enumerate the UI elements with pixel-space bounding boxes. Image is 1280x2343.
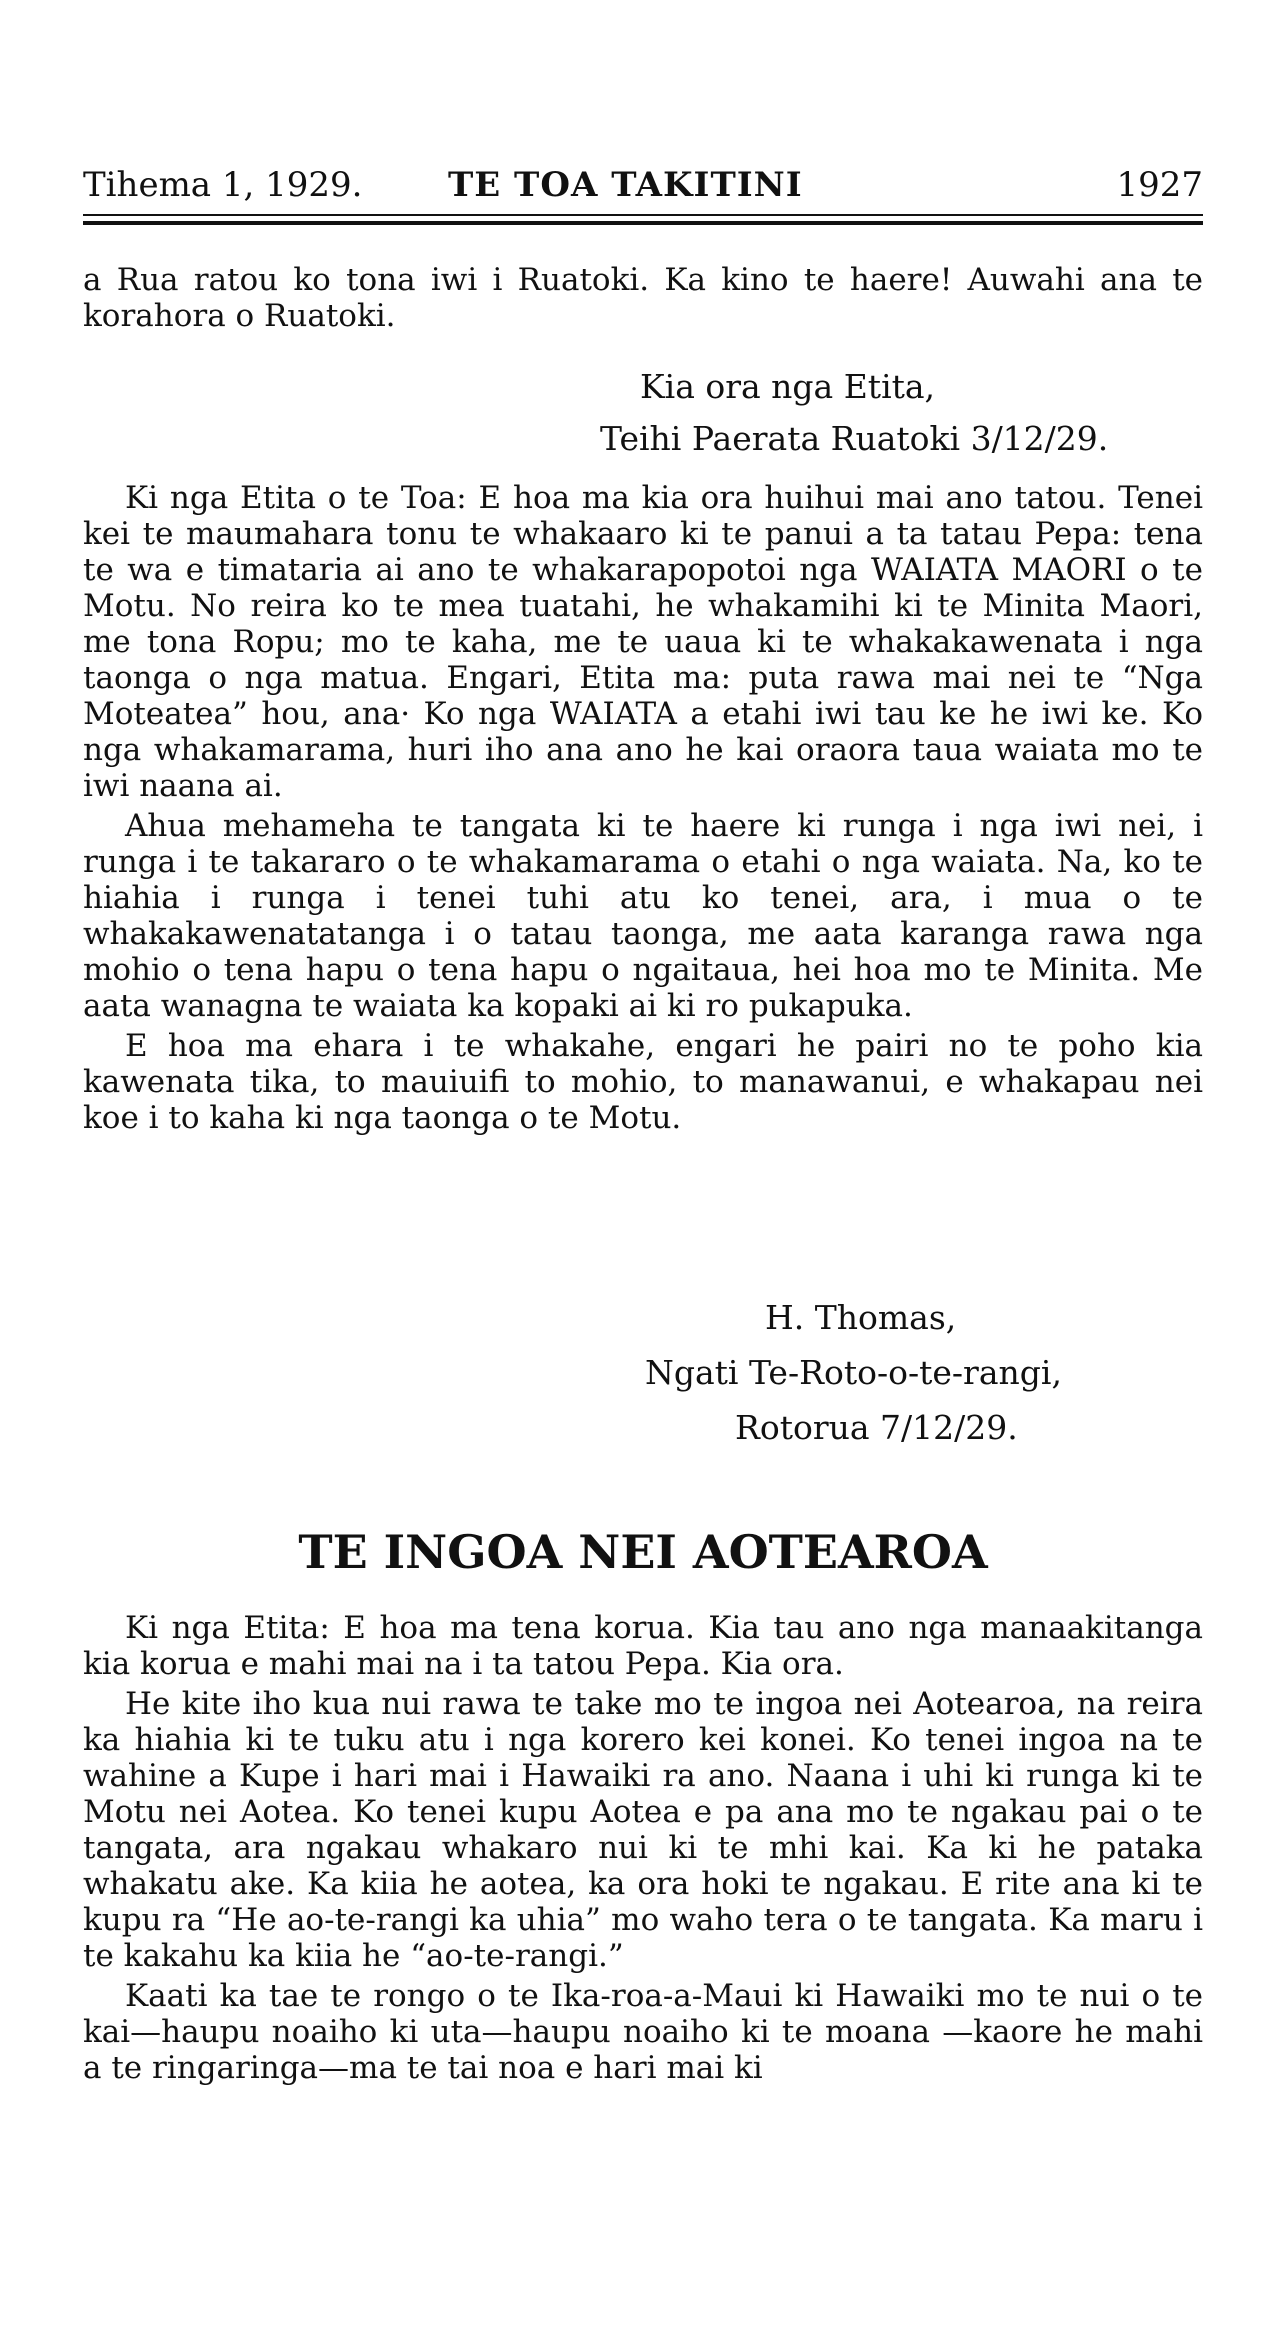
- letter1-signature: Teihi Paerata Ruatoki 3/12/29.: [600, 419, 1109, 458]
- letter2-signature-name: H. Thomas,: [765, 1298, 957, 1337]
- header-date: Tihema 1, 1929.: [83, 165, 363, 205]
- letter1-closing: [83, 262, 1203, 334]
- article-paragraph: Kaati ka tae te rongo o te Ika-roa-a-Maui ki Hawaiki mo te nui o te kai—haupu noaiho ki uta—haupu noaiho ki te moana —kaore he mahi a te ringaringa—ma te tai noa e hari mai ki: [83, 1978, 1203, 2086]
- header-title: TE TOA TAKITINI: [448, 165, 803, 205]
- letter2-signature-tribe: Ngati Te-Roto-o-te-rangi,: [645, 1353, 1062, 1392]
- header-rule-thick: [83, 221, 1203, 225]
- header-rule-thin: [83, 214, 1203, 216]
- article-heading: TE INGOA NEI AOTEAROA: [298, 1525, 988, 1579]
- article-paragraph: Ki nga Etita: E hoa ma tena korua. Kia tau ano nga manaakitanga kia korua e mahi mai na i ta tatou Pepa. Kia ora.: [83, 1610, 1203, 1682]
- letter2-signature-block: [645, 1290, 1062, 1455]
- running-header: [83, 160, 1203, 210]
- article-paragraph: He kite iho kua nui rawa te take mo te ingoa nei Aotearoa, na reira ka hiahia ki te tuku atu i nga korero kei konei. Ko tenei ingoa na te wahine a Kupe i hari mai i Hawaiki ra ano. Naana i uhi ki runga ki te Motu nei Aotea. Ko tenei kupu Aotea e pa ana mo te ngakau pai o te tangata, ara ngakau whakaro nui ki te mhi kai. Ka ki he pataka whakatu ake. Ka kiia he aotea, ka ora hoki te ngakau. E rite ana ki te kupu ra “He ao-te-rangi ka uhia” mo waho tera o te tangata. Ka maru i te kakahu ka kiia he “ao-te-rangi.”: [83, 1686, 1203, 1974]
- letter1-signature-block: [600, 361, 1109, 465]
- letter1-closing-lines: a Rua ratou ko tona iwi i Ruatoki. Ka kino te haere! Auwahi ana te korahora o Ruatoki.: [83, 262, 1203, 334]
- letter2-paragraph: E hoa ma ehara i te whakahe, engari he pairi no te poho kia kawenata tika, to mauiuifi to mohio, to manawanui, e whakapau nei koe i to kaha ki nga taonga o te Motu.: [83, 1028, 1203, 1136]
- article-body: [83, 1610, 1203, 2086]
- letter2-paragraph: Ahua mehameha te tangata ki te haere ki runga i nga iwi nei, i runga i te takararo o te whakamarama o etahi o nga waiata. Na, ko te hiahia i runga i tenei tuhi atu ko tenei, ara, i mua o te whakakawenatatanga i o tatau taonga, me aata karanga rawa nga mohio o tena hapu o tena hapu o ngaitaua, hei hoa mo te Minita. Me aata wanagna te waiata ka kopaki ai ki ro pukapuka.: [83, 808, 1203, 1024]
- letter1-sign-off: Kia ora nga Etita,: [640, 367, 936, 406]
- letter2-paragraph: Ki nga Etita o te Toa: E hoa ma kia ora huihui mai ano tatou. Tenei kei te maumahara tonu te whakaaro ki te panui a ta tatau Pepa: tena te wa e timataria ai ano te whakarapopotoi nga WAIATA MAORI o te Motu. No reira ko te mea tuatahi, he whakamihi ki te Minita Maori, me tona Ropu; mo te kaha, me te uaua ki te whakakawenata i nga taonga o nga matua. Engari, Etita ma: puta rawa mai nei te “Nga Moteatea” hou, ana· Ko nga WAIATA a etahi iwi tau ke he iwi ke. Ko nga whakamarama, huri iho ana ano he kai oraora taua waiata mo te iwi naana ai.: [83, 480, 1203, 804]
- letter2-body: [83, 480, 1203, 1136]
- letter2-signature-place-date: Rotorua 7/12/29.: [735, 1408, 1018, 1447]
- page-number: 1927: [1116, 165, 1203, 205]
